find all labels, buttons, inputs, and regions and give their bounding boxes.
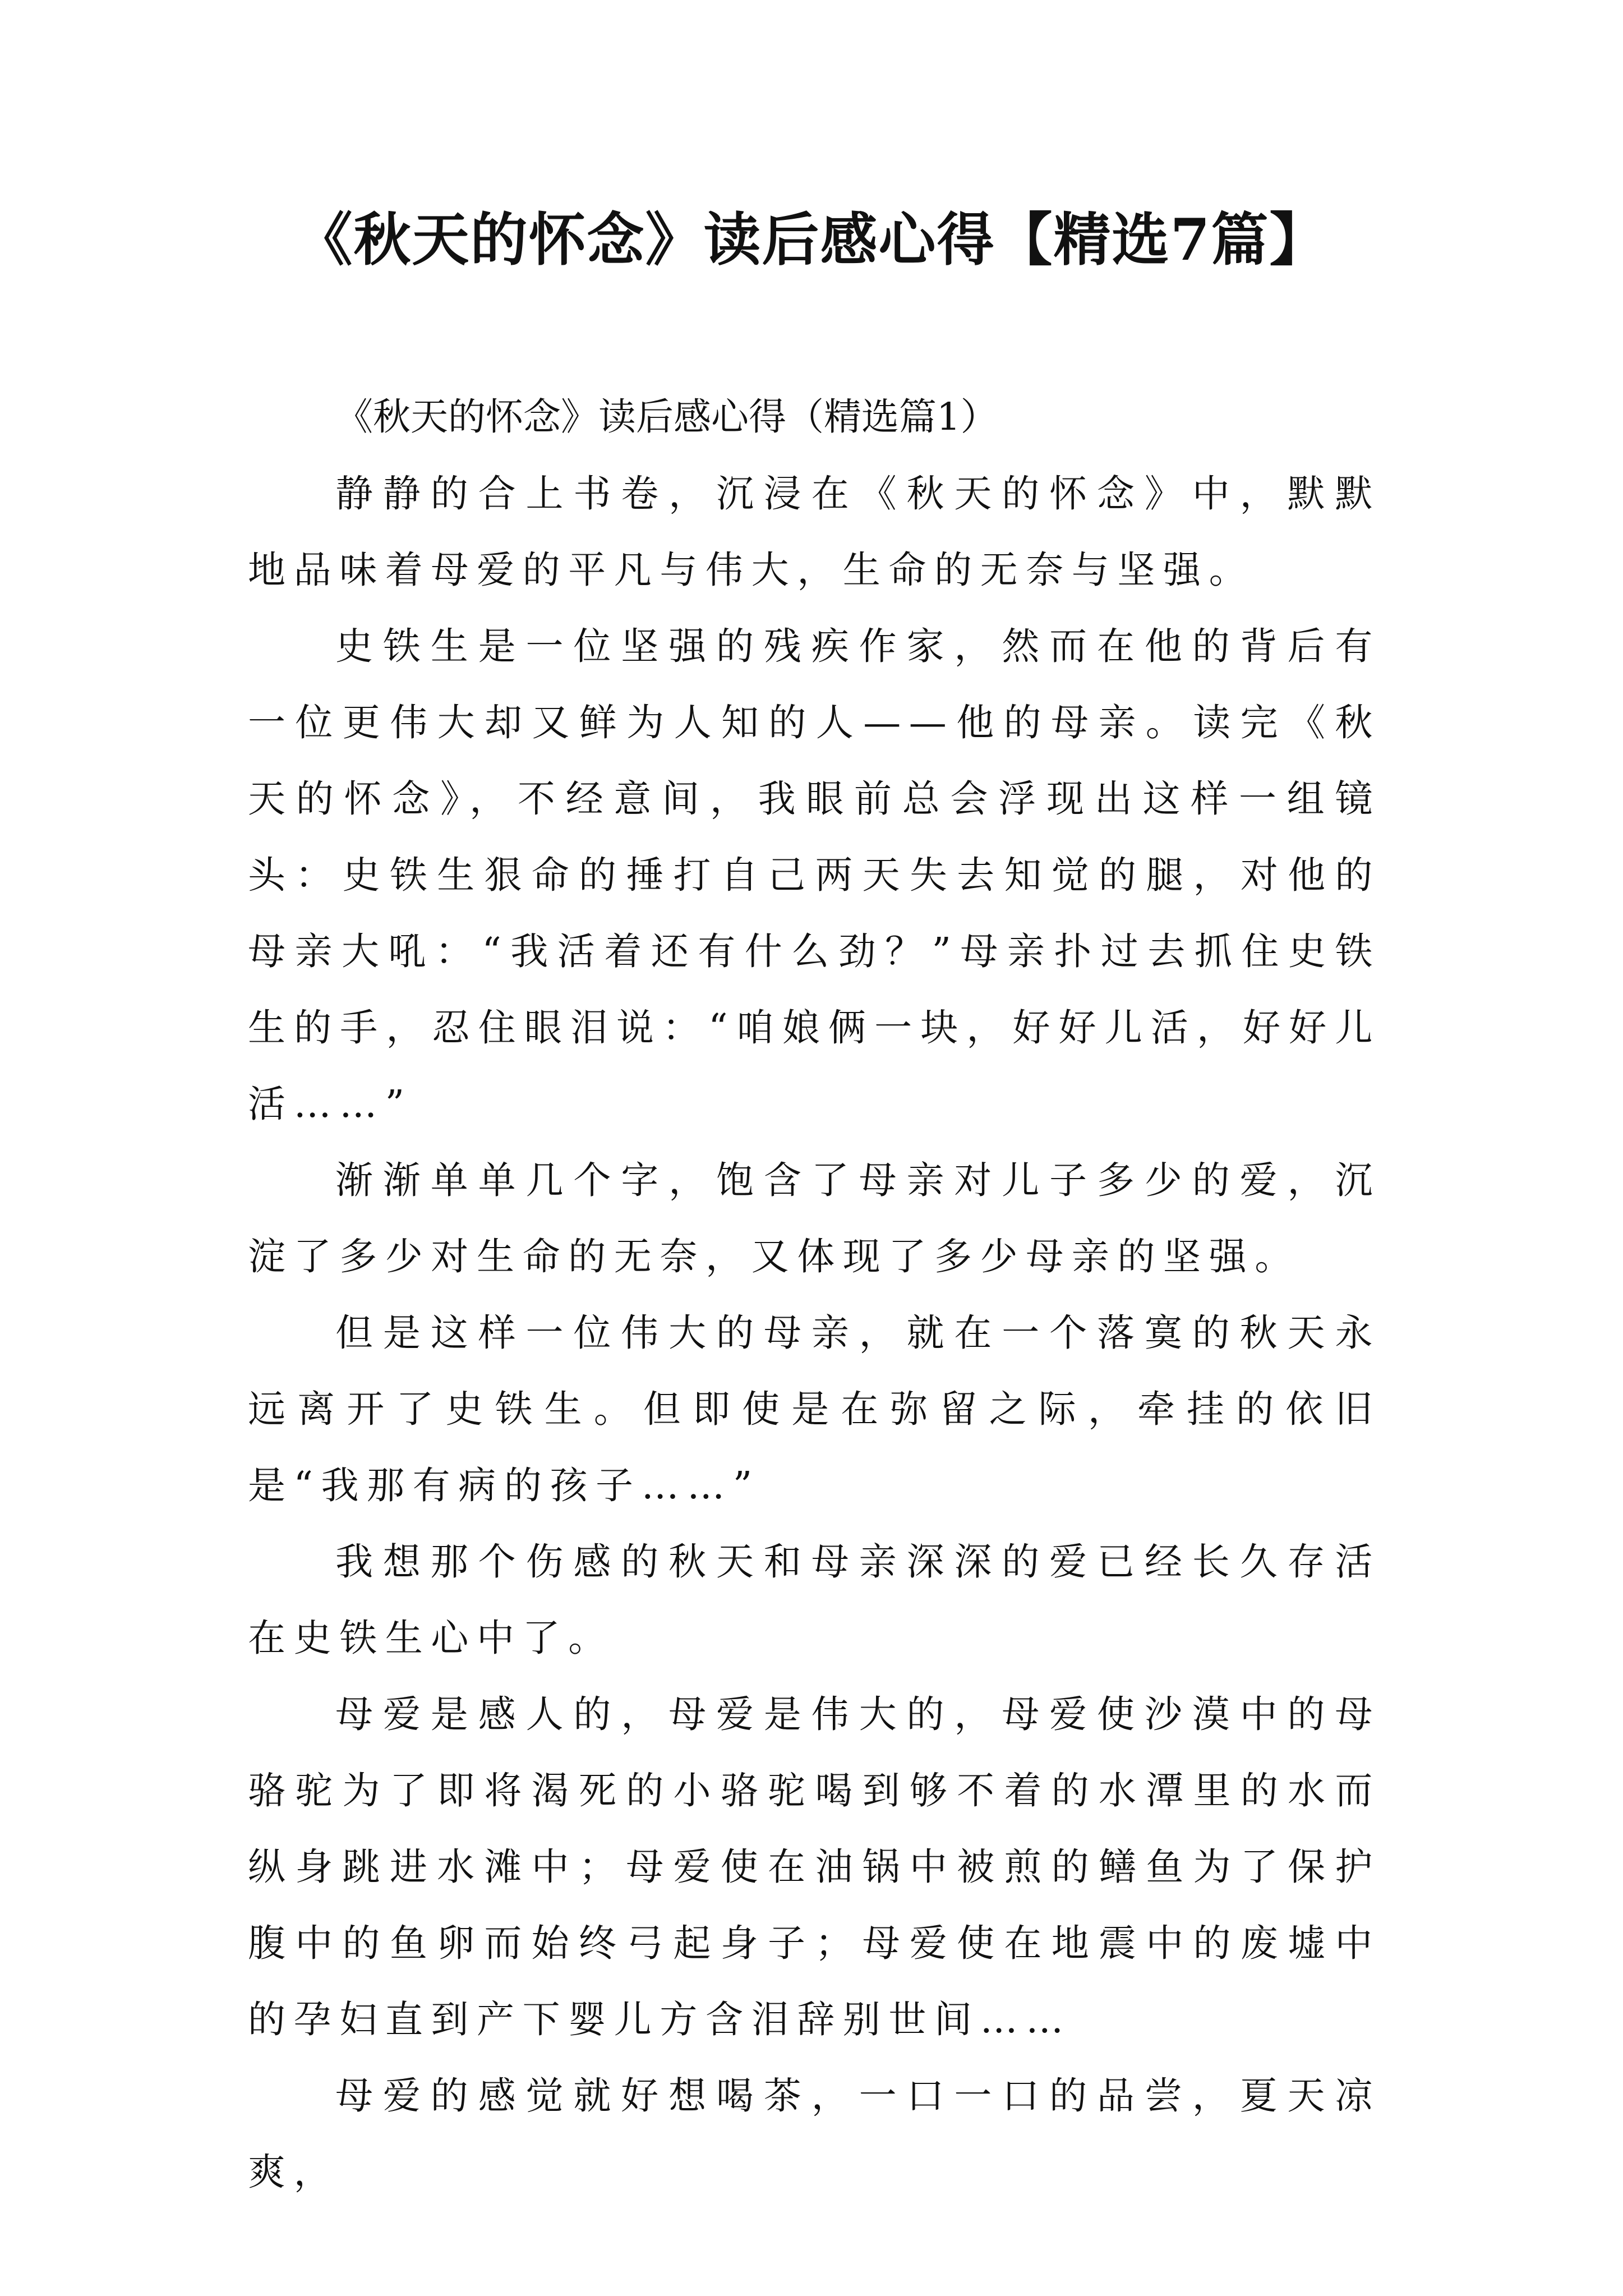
paragraph-2: 史铁生是一位坚强的残疾作家，然而在他的背后有一位更伟大却又鲜为人知的人——他的母亲。读完《秋天的怀念》，不经意间，我眼前总会浮现出这样一组镜头：史铁生狠命的捶打自己两天失去知觉的腿，对他的母亲大吼：“我活着还有什么劲？”母亲扑过去抓住史铁生的手，忍住眼泪说：“咱娘俩一块，好好儿活，好好儿活……” xyxy=(248,624,1381,1126)
section-subtitle: 《秋天的怀念》读后感心得（精选篇1） xyxy=(335,395,998,439)
document-body xyxy=(248,378,1381,2210)
paragraph-5: 我想那个伤感的秋天和母亲深深的爱已经长久存活在史铁生心中了。 xyxy=(248,1540,1381,1660)
paragraph-6: 母爱是感人的，母爱是伟大的，母爱使沙漠中的母骆驼为了即将渴死的小骆驼喝到够不着的水潭里的水而纵身跳进水滩中；母爱使在油锅中被煎的鳝鱼为了保护腹中的鱼卵而始终弓起身子；母爱使在地震中的废墟中的孕妇直到产下婴儿方含泪辞别世间…… xyxy=(248,1692,1381,2041)
document-title: 《秋天的怀念》读后感心得【精选7篇】 xyxy=(295,206,1328,274)
paragraph-1: 静静的合上书卷，沉浸在《秋天的怀念》中，默默地品味着母爱的平凡与伟大，生命的无奈与坚强。 xyxy=(248,472,1381,592)
paragraph-4: 但是这样一位伟大的母亲，就在一个落寞的秋天永远离开了史铁生。但即使是在弥留之际，牵挂的依旧是“我那有病的孩子……” xyxy=(248,1311,1381,1507)
paragraph-7: 母爱的感觉就好想喝茶，一口一口的品尝，夏天凉爽， xyxy=(248,2074,1381,2194)
paragraph-3: 渐渐单单几个字，饱含了母亲对儿子多少的爱，沉淀了多少对生命的无奈，又体现了多少母亲的坚强。 xyxy=(248,1158,1381,1278)
